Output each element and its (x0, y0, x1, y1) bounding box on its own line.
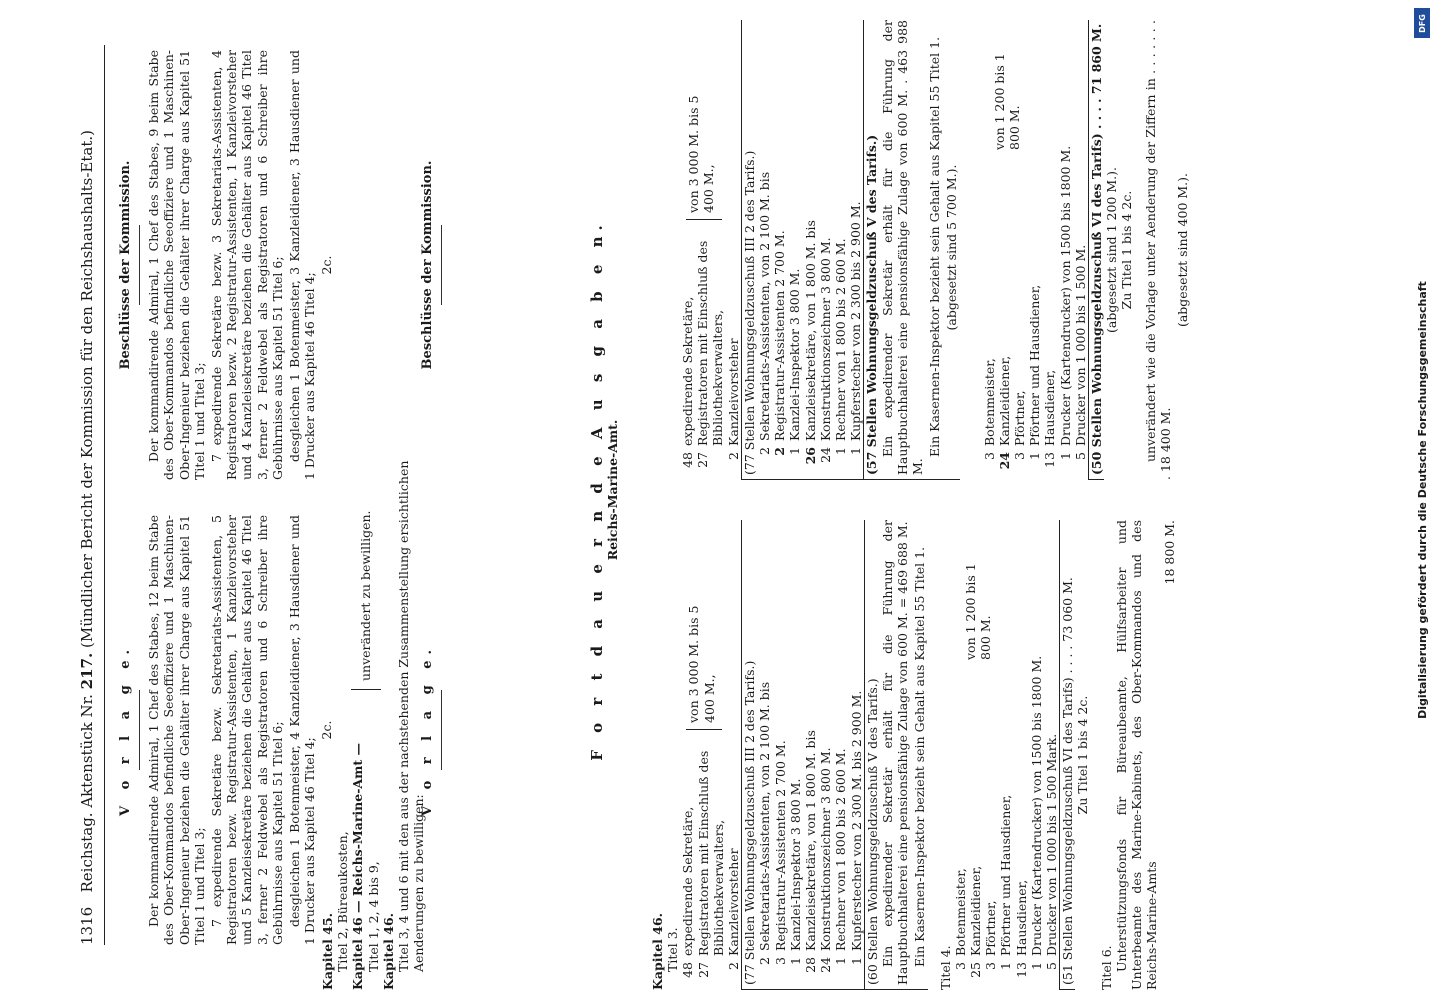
header-subtitle: (Mündlicher Bericht der Kommission für den Reichshaushalts-Etat.) (78, 130, 96, 648)
beschluesse-heading-2: Beschlüsse der Kommission. (420, 160, 435, 370)
kapitel-45: Kapitel 45. (320, 912, 335, 990)
page-number: 1316 (78, 906, 96, 945)
header-title: Reichstag. Aktenstück Nr. (78, 694, 96, 893)
kapitel-45-titel: Titel 2, Büreaukosten, (335, 831, 351, 972)
t3c-paragraph: Ein expedirender Sekretär erhält für die Führung der Hauptbuchhalterei eine pensionsfähige Zulage von 600 M. = 469 688 M. (880, 520, 911, 985)
kapitel-46-detail: Kapitel 46. (650, 912, 665, 990)
t3-line: Bibliothekverwalters, (710, 819, 726, 956)
vorlage-heading: V o r l a g e. (118, 644, 133, 817)
t3-block-77: (77 Stellen Wohnungsgeldzuschuß III 2 des Tarifs.) 2Sekretariats-Assistenten, von 2 100 M. bis 2Registratur-Assistenten 2 700 M. 1Kanzlei-Inspektor 3 800 M. 26Kanzleisekretäre, von 1 800 M. bis 24Konstruktionszeichner 3 800 M. 1Rechner von 1 800 bis 2 600 M. 1Kupferstecher von 2 300 bis 2 900 M. (741, 20, 864, 480)
titel-6-heading: Titel 6. (1098, 945, 1114, 990)
beschluss-paragraph-1: Der kommandirende Admiral, 1 Chef des Stabes, 9 beim Stabe des Ober-Kommandos befindliche Seeoffiziere und 1 Maschinen-Ober-Ingenieur beziehen die Gehälter ihrer Charge aus Kapitel 51 Titel 1 und Titel 3; (146, 50, 207, 480)
rotated-page-content (70, 0, 1400, 1000)
t3-line: 27Registratoren mit Einschluß des (695, 750, 711, 978)
etc-mark: 2c. (319, 720, 335, 740)
titel-4-heading: Titel 4. (937, 945, 953, 990)
left-lower-column (420, 515, 448, 945)
titel-3-heading: Titel 3. (665, 927, 681, 972)
t3-block-57: (57 Stellen Wohnungsgeldzuschuß V des Tarifs.) Ein expedirender Sekretär erhält für die Führung der Hauptbuchhalterei eine pensionsfähige Zulage von 600 M. . 463 988 M. Ein Kasernen-Inspektor bezieht sein Gehalt aus Kapitel 55 Titel 1. (abgesetzt sind 5 700 M.). (863, 20, 959, 480)
t3-block-77: (77 Stellen Wohnungsgeldzuschuß III 2 des Tarifs.) 2Sekretariats-Assistenten, von 2 100 M. bis 3Registratur-Assistenten 2 700 M. 1Kanzlei-Inspektor 3 800 M. 28Kanzleisekretäre, von 1 800 M. bis 24Konstruktionszeichner 3 800 M. 1Rechner von 1 800 bis 2 600 M. 1Kupferstecher von 2 300 M. bis 2 900 M. (741, 520, 864, 990)
kapitel-46-text: Titel 3, 4 und 6 mit den aus der nachstehenden Zusammenstellung ersichtlichen Aenderungen zu bewilligen: (396, 460, 427, 972)
section-title (590, 210, 620, 770)
t3c-paragraph-2: Ein Kasernen-Inspektor bezieht sein Gehalt aus Kapitel 55 Titel 1. (912, 546, 928, 967)
t3-line: 2Kanzleivorsteher (726, 848, 742, 970)
t3-block-60 (864, 520, 928, 990)
dfg-sidebar (1410, 0, 1434, 1000)
page-header (78, 45, 105, 945)
digitization-note: Digitalisierung gefördert durch die Deutsche Forschungsgemeinschaft (1416, 281, 1429, 719)
unveraendert-note: unverändert zu bewilligen. (358, 510, 373, 681)
titel-6-sum: 18 800 M. (1161, 520, 1177, 585)
divider (139, 225, 140, 305)
t3b-head: (77 Stellen Wohnungsgeldzuschuß III 2 des Tarifs.) (742, 660, 758, 985)
beschluesse-heading: Beschlüsse der Kommission. (118, 160, 133, 370)
vorlage-paragraph-2: 7 expedirende Sekretäre bezw. Sekretariats-Assistenten, 5 Registratoren bezw. Registratur-Assistenten, 1 Kanzleivorsteher und 5 Kanzleisekretäre beziehen die Gehälter aus Kapitel 46 Titel 3, ferner 2 Feldwebel als Registratoren und 6 Schreiber ihre Gebührnisse aus Kapitel 51 Titel 6; (209, 515, 285, 945)
reichs-marine-amt: Reichs-Marine-Amt. (605, 419, 621, 561)
t4-stellen: (50 Stellen Wohnungsgeldzuschuß VI des Tarifs) . . . . 71 860 M. (1088, 20, 1104, 480)
t3c-head: (60 Stellen Wohnungsgeldzuschuß V des Tarifs.) (864, 678, 880, 985)
dfg-logo: DFG (1414, 8, 1430, 38)
etc-mark: 2c. (319, 255, 335, 275)
kapitel-46-rma-titel: Titel 1, 2, 4 bis 9, (365, 861, 381, 972)
right-detail-column: 48expedirende Sekretäre, 27Registratoren mit Einschluß des Bibliothekverwalters, 2Kanzleivorsteher von 3 000 M. bis 5 400 M., (77 Stellen Wohnungsgeldzuschuß III 2 des Tarifs.) 2Sekretariats-Assistenten, von 2 100 M. bis 2Registratur-Assistenten 2 700 M. 1Kanzlei-Inspektor 3 800 M. 26Kanzleisekretäre, von 1 800 M. bis 24Konstruktionszeichner 3 800 M. 1Rechner von 1 800 bis 2 600 M. 1Kupferstecher von 2 300 bis 2 900 M. (57 Stellen Wohnungsgeldzuschuß V des Tarifs.) Ein expedirender Sekretär erhält für die Führung der Hauptbuchhalterei eine pensionsfähige Zulage von 600 M. . 463 988 M. Ein Kasernen-Inspektor bezieht sein Gehalt aus Kapitel 55 Titel 1. (abgesetzt sind 5 700 M.). 3Botenmeister, 24Kanzleidiener, 3Pförtner, 1Pförtner und Hausdiener, 13Hausdiener, 1Drucker (Kartendrucker) von 1500 bis 1800 M. 5Drucker von 1 000 bis 1 500 M. von 1 200 bis 1 800 M. (50 Stellen Wohnungsgeldzuschuß VI des Tarifs) . . . . 71 860 M. (abgesetzt sind 1 200 M.). Zu Titel 1 bis 4 2c. unverändert wie die Vorlage unter Aenderung der Ziffern in . . . . . . . . 18 400 M. (abgesetzt sind 400 M.). (680, 20, 1191, 480)
divider (139, 690, 140, 770)
kapitel-block (320, 430, 426, 990)
titel-6-beschluss: unverändert wie die Vorlage unter Aenderung der Ziffern in . . . . . . . . 18 400 M. (1142, 20, 1173, 480)
t4-zu-titel: Zu Titel 1 bis 4 2c. (1075, 695, 1091, 815)
brace (351, 689, 381, 690)
beschluss-paragraph-3: desgleichen 1 Botenmeister, 3 Kanzleidiener, 3 Hausdiener und 1 Drucker aus Kapitel 46 Titel 4; (287, 50, 318, 480)
beschluss-paragraph-2: 7 expedirende Sekretäre bezw. 3 Sekretariats-Assistenten, 4 Registratoren bezw. 2 Registratur-Assistenten, 1 Kanzleivorsteher und 4 Kanzleisekretäre beziehen die Gehälter aus Kapitel 46 Titel 3, ferner 2 Feldwebel als Registratoren und 6 Schreiber ihre Gebührnisse aus Kapitel 51 Titel 6; (209, 50, 285, 480)
vorlage-heading-2: V o r l a g e. (420, 644, 435, 817)
scanned-page (70, 0, 1400, 1000)
fortdauernde-ausgaben: F o r t d a u e r n d e A u s g a b e n. (588, 219, 606, 761)
kapitel-46-rma: Kapitel 46 — Reichs-Marine-Amt — (350, 743, 366, 990)
t3-line: 48expedirende Sekretäre, (680, 806, 696, 978)
t3-range: von 3 000 M. bis 5 400 M., (686, 95, 717, 213)
left-detail-column: Kapitel 46. Titel 3. 48expedirende Sekretäre, 27Registratoren mit Einschluß des Bibliothekverwalters, 2Kanzleivorsteher von 3 000 M. bis 5 400 M., (77 Stellen Wohnungsgeldzuschuß III 2 des Tarifs.) 2Sekretariats-Assistenten, von 2 100 M. bis 3Registratur-Assistenten 2 700 M. 1Kanzlei-Inspektor 3 800 M. 28Kanzleisekretäre, von 1 800 M. bis 24Konstruktionszeichner 3 800 M. 1Rechner von 1 800 bis 2 600 M. 1Kupferstecher von 2 300 M. bis 2 900 M. (60 Stellen Wohnungsgeldzuschuß V des Tarifs.) Ein expedirender Sekretär erhält für die Führung der Hauptbuchhalterei eine pensionsfähige Zulage von 600 M. = 469 688 M. Ein Kasernen-Inspektor bezieht sein Gehalt aus Kapitel 55 Titel 1. Titel 4. 3Botenmeister, 25Kanzleidiener, 3Pförtner, 1Pförtner und Hausdiener, 13Hausdiener, 1Drucker (Kartendrucker) von 1500 bis 1800 M. 5Drucker von 1 000 bis 1 500 Mark. von 1 200 bis 1 800 M. (51 Stellen Wohnungsgeldzuschuß VI des Tarifs) . . . . 73 060 M. Zu Titel 1 bis 4 2c. Titel 6. Unterstützungsfonds für Büreaubeamte, Hülfsarbeiter und Unterbeamte des Marine-Kabinets, des Ober-Kommandos und des Reichs-Marine-Amts 18 800 M. (650, 520, 1177, 990)
right-column (118, 50, 335, 480)
left-column (118, 515, 335, 945)
vorlage-paragraph-1: Der kommandirende Admiral, 1 Chef des Stabes, 12 beim Stabe des Ober-Kommandos befindliche Seeoffiziere und 1 Maschinen-Ober-Ingenieur beziehen die Gehälter ihrer Charge aus Kapitel 51 Titel 1 und Titel 3; (146, 515, 207, 945)
kapitel-46-heading: Kapitel 46. (380, 912, 396, 990)
document-number: 217. (78, 652, 96, 690)
t4-stellen: (51 Stellen Wohnungsgeldzuschuß VI des Tarifs) . . . . 73 060 M. (1059, 520, 1075, 990)
vorlage-paragraph-3: desgleichen 1 Botenmeister, 4 Kanzleidiener, 3 Hausdiener und 1 Drucker aus Kapitel 46 Titel 4; (287, 515, 318, 945)
t3-range: von 3 000 M. bis 5 400 M., (686, 605, 717, 723)
divider (441, 225, 442, 305)
t4-range: von 1 200 bis 1 800 M. (962, 563, 994, 660)
right-lower-column (420, 50, 448, 480)
divider (441, 690, 442, 770)
titel-6-paragraph: Unterstützungsfonds für Büreaubeamte, Hülfsarbeiter und Unterbeamte des Marine-Kabinets, des Ober-Kommandos und des Reichs-Marine-Amts (1113, 520, 1160, 990)
